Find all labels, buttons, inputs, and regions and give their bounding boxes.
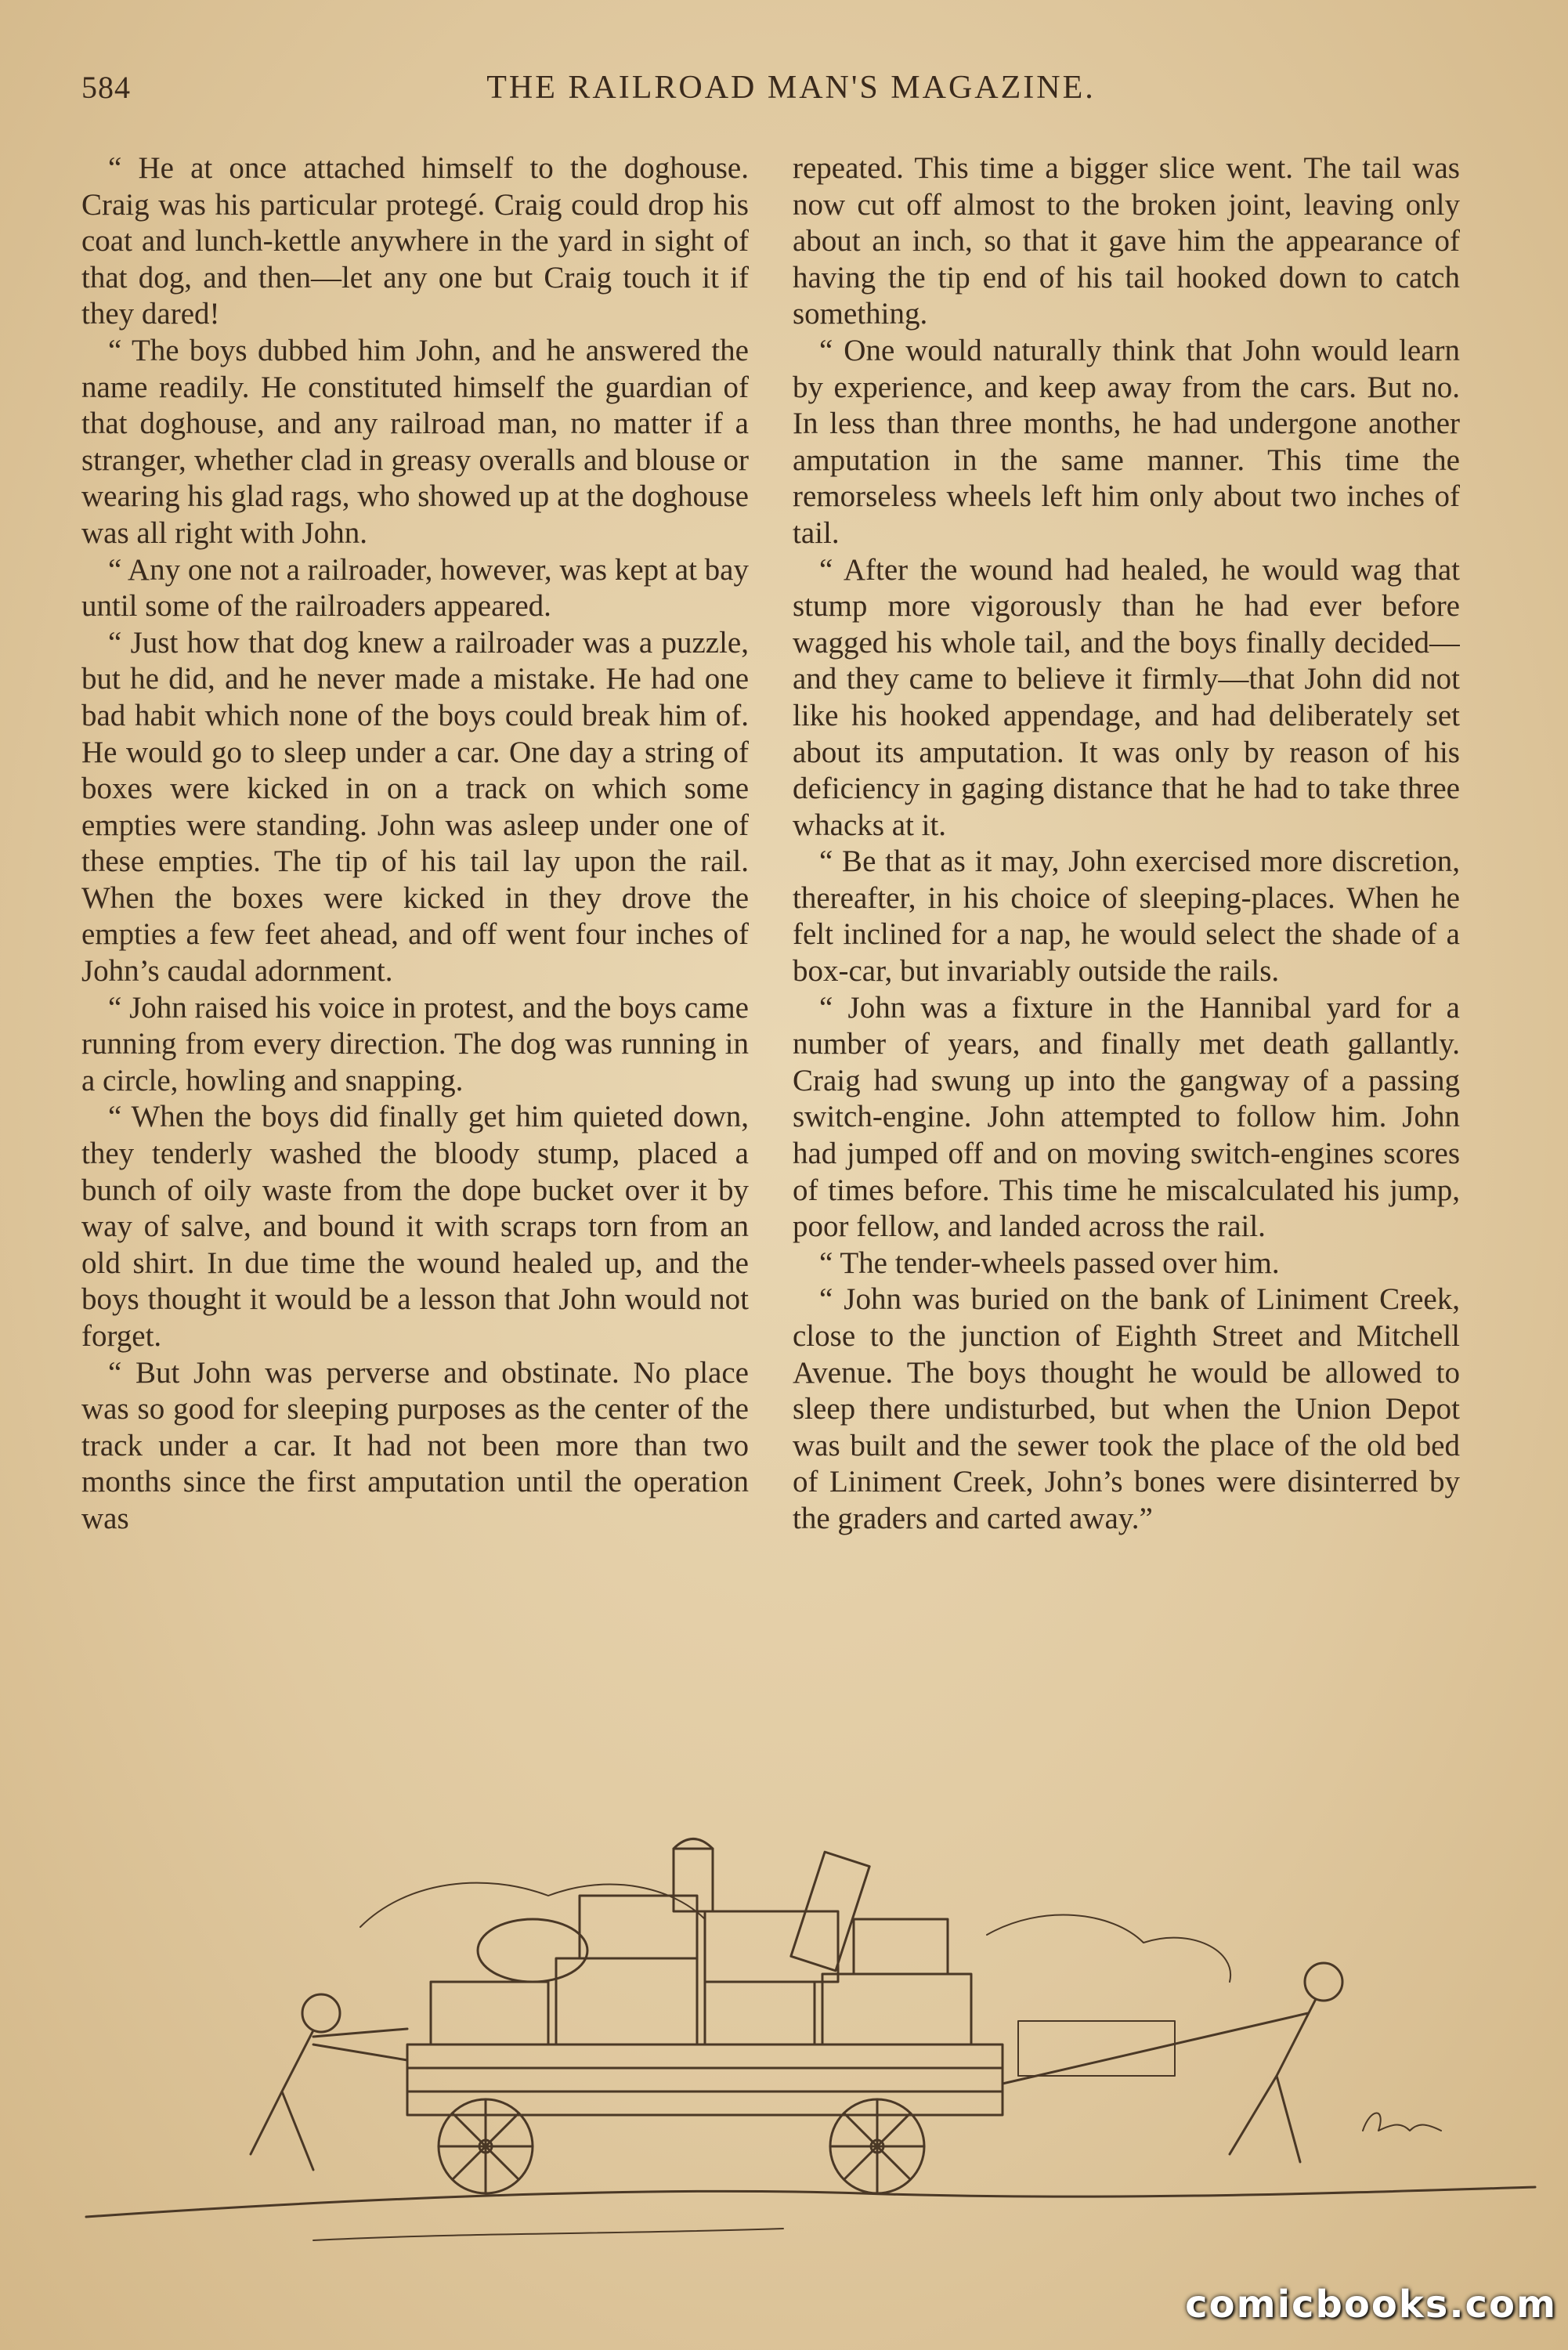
man-pushing <box>302 1994 340 2032</box>
paragraph: “ Just how that dog knew a railroader was a puzzle, but he did, and he never made a mistake. He had one bad habit which none of the boys could break him of. He would go to sleep under a car. One day a string of boxes were kicked in on a track on which some empties were standing. John was asleep under one of these empties. The tip of his tail lay upon the rail. When the boxes were kicked in they drove the empties a few feet ahead, and off went four inches of John’s caudal adornment. <box>81 625 749 989</box>
paragraph: “ Any one not a railroader, however, was kept at bay until some of the railroaders appeared. <box>81 552 749 624</box>
trunk <box>556 1958 697 2044</box>
hat-box <box>478 1919 587 1982</box>
paragraph: “ John was buried on the bank of Liniment Creek, close to the junction of Eighth Street and Mitchell Avenue. The boys thought he would be allowed to sleep there undisturbed, but when the Union Depot was built and the sewer took the place of the old bed of Liniment Creek, John’s bones were disinterred by the graders and carted away.” <box>793 1282 1460 1535</box>
paragraph: “ But John was perverse and obstinate. No place was so good for sleeping purposes as the center of the track under a car. It had not been more than two months since the first amputation until the operation was <box>81 1355 749 1535</box>
smoke-cloud <box>360 1883 705 1927</box>
right-column <box>793 150 1460 1795</box>
baggage-cart-illustration <box>78 1825 1551 2264</box>
paragraph: “ The boys dubbed him John, and he answered the name readily. He constituted himself the guardian of that doghouse, and any railroad man, no matter if a stranger, whether clad in greasy overalls and blouse or wearing his glad rags, who showed up at the doghouse was all right with John. <box>81 333 749 550</box>
left-column <box>81 150 749 1795</box>
trunk <box>705 1911 838 1982</box>
paragraph: “ John raised his voice in protest, and the boys came running from every direction. The dog was running in a circle, howling and snapping. <box>81 990 749 1097</box>
trunk <box>854 1919 948 1974</box>
paragraph: repeated. This time a bigger slice went. The tail was now cut off almost to the broken joint, leaving only about an inch, so that it gave him the appearance of having the tip end of his tail hooked down to catch something. <box>793 151 1460 331</box>
paragraph: “ One would naturally think that John would learn by experience, and keep away from the cars. But no. In less than three months, he had undergone another amputation in the same manner. This time the remorseless wheels left him only about two inches of tail. <box>793 333 1460 550</box>
paragraph: “ After the wound had healed, he would wag that stump more vigorously than he had ever before wagged his whole tail, and the boys finally decided—and they came to believe it firmly—that John did not like his hooked appendage, and had deliberately set about its amputation. It was only by reason of his deficiency in gaging distance that he had to take three whacks at it. <box>793 552 1460 842</box>
page-number: 584 <box>81 70 131 105</box>
paragraph: “ The tender-wheels passed over him. <box>819 1246 1280 1280</box>
paragraph: “ When the boys did finally get him quieted down, they tenderly washed the bloody stump, placed a bunch of oily waste from the dope bucket over it by way of salve, and bound it with scraps torn from an old shirt. In due time the wound healed up, and the boys thought it would be a lesson that John would not forget. <box>81 1100 749 1353</box>
paragraph: “ He at once attached himself to the doghouse. Craig was his particular protegé. Craig could drop his coat and lunch-kettle anywhere in the yard in sight of that dog, and then—let any one but Craig touch it if they dared! <box>81 151 749 331</box>
trunk <box>822 1974 971 2044</box>
paragraph: “ Be that as it may, John exercised more discretion, thereafter, in his choice of sleeping-places. When he felt inclined for a nap, he would select the shade of a box-car, but invariably outside the rails. <box>793 844 1460 989</box>
trunk <box>580 1896 697 1958</box>
artist-signature <box>1363 2113 1441 2131</box>
ground-line <box>86 2187 1535 2217</box>
trunk <box>431 1982 548 2044</box>
running-head: THE RAILROAD MAN'S MAGAZINE. <box>486 70 1096 106</box>
trunk <box>705 1982 815 2044</box>
paragraph: “ John was a fixture in the Hannibal yard for a number of years, and finally met death gallantly. Craig had swung up into the gangway of a passing switch-engine. John attempted to follow him. John had jumped off and on moving switch-engines scores of times before. This time he miscalculated his jump, poor fellow, and landed across the rail. <box>793 990 1460 1244</box>
baggage-cart <box>407 2044 1003 2115</box>
man-pulling <box>1305 1963 1342 2001</box>
birdcage <box>674 1849 713 1911</box>
watermark-logo: comicbooks.com <box>1185 2283 1557 2326</box>
